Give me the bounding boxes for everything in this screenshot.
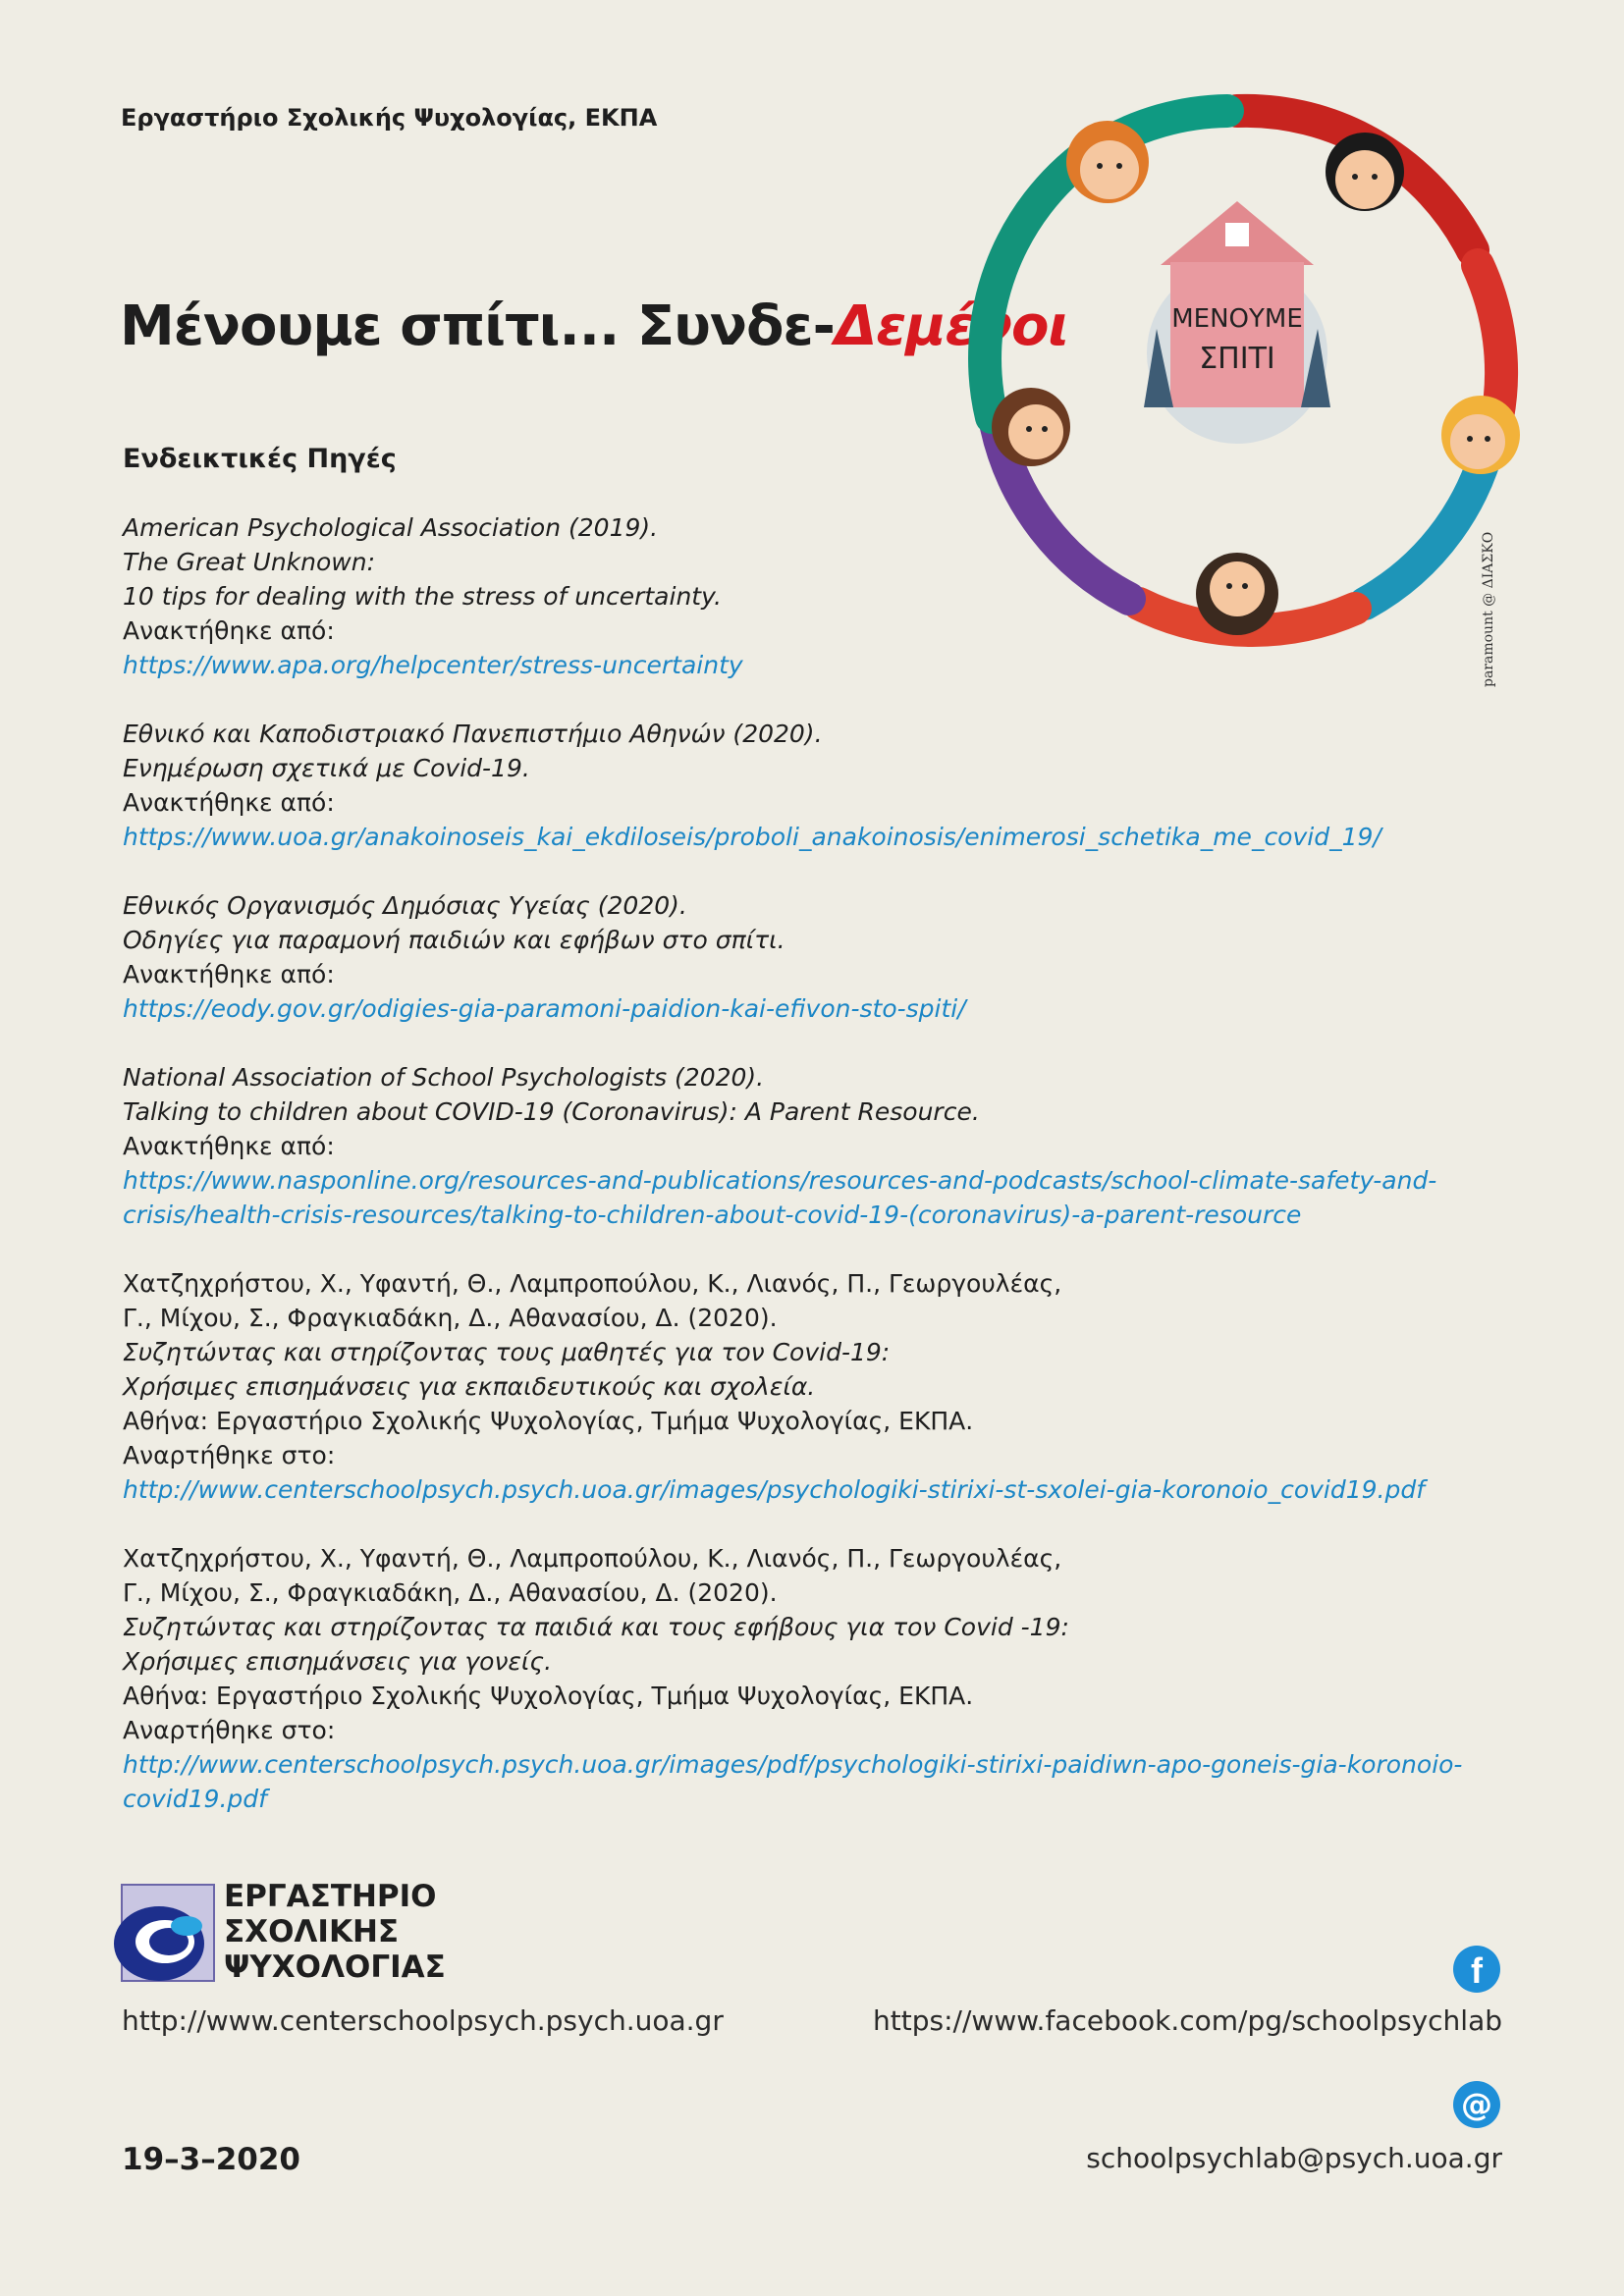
title-part1: Μένουμε σπίτι... Συνδε- [120, 294, 835, 358]
references-section [123, 442, 1517, 1850]
lab-logo-icon [110, 1883, 218, 1991]
ref-line: National Association of School Psychologists (2020). [123, 1063, 765, 1092]
org-header: Εργαστήριο Σχολικής Ψυχολογίας, ΕΚΠΑ [121, 104, 658, 132]
ref-publisher: Αθήνα: Εργαστήριο Σχολικής Ψυχολογίας, Τμήμα Ψυχολογίας, ΕΚΠΑ. [123, 1682, 974, 1710]
ref-retrieved: Ανακτήθηκε από: [123, 960, 335, 988]
reference-item [123, 1060, 1517, 1232]
reference-item [123, 888, 1517, 1026]
lab-name-line: ΕΡΓΑΣΤΗΡΙΟ [224, 1879, 437, 1914]
lab-name-line: ΣΧΟΛΙΚΗΣ [224, 1914, 400, 1949]
title-accent: Δεμένοι [834, 294, 1069, 358]
house-text-2: ΣΠΙΤΙ [1199, 342, 1275, 376]
ref-line: Ενημέρωση σχετικά με Covid-19. [123, 754, 530, 782]
person-head-2 [1326, 133, 1404, 211]
ref-link[interactable]: https://www.nasponline.org/resources-and-publications/resources-and-podcasts/school-climate-safety-and-crisis/health-crisis-resources/talking-to-children-about-covid-19-(coronavirus)-a-parent-resource [123, 1166, 1437, 1229]
facebook-link[interactable]: https://www.facebook.com/pg/schoolpsychlab [873, 2004, 1502, 2037]
ref-retrieved: Αναρτήθηκε στο: [123, 1441, 336, 1469]
reference-item [123, 717, 1517, 854]
house-icon [1144, 201, 1330, 444]
ref-link[interactable]: http://www.centerschoolpsych.psych.uoa.gr/images/psychologiki-stirixi-st-sxolei-gia-koronoio_covid19.pdf [123, 1475, 1426, 1504]
ref-title: Συζητώντας και στηρίζοντας τους μαθητές για τον Covid-19: [123, 1338, 891, 1366]
ref-retrieved: Ανακτήθηκε από: [123, 616, 335, 645]
ref-line: Talking to children about COVID-19 (Coronavirus): A Parent Resource. [123, 1097, 980, 1126]
ref-line: 10 tips for dealing with the stress of uncertainty. [123, 582, 722, 611]
email-link[interactable]: schoolpsychlab@psych.uoa.gr [1086, 2142, 1502, 2174]
lab-website-link[interactable]: http://www.centerschoolpsych.psych.uoa.gr [122, 2004, 724, 2037]
reference-item [123, 1266, 1517, 1507]
reference-item [123, 1541, 1517, 1816]
facebook-icon: f [1453, 1946, 1500, 1993]
ref-title: Συζητώντας και στηρίζοντας τα παιδιά και τους εφήβους για τον Covid -19: [123, 1613, 1069, 1641]
lab-name-line: ΨΥΧΟΛΟΓΙΑΣ [224, 1949, 446, 1985]
ref-link[interactable]: https://www.uoa.gr/anakoinoseis_kai_ekdiloseis/proboli_anakoinosis/enimerosi_schetika_me_covid_19/ [123, 823, 1381, 851]
ref-line: The Great Unknown: [123, 548, 376, 576]
page-title [120, 294, 1068, 358]
email-icon: @ [1453, 2081, 1500, 2128]
ref-authors: Χατζηχρήστου, Χ., Υφαντή, Θ., Λαμπροπούλου, Κ., Λιανός, Π., Γεωργουλέας, [123, 1269, 1062, 1298]
ref-authors: Γ., Μίχου, Σ., Φραγκιαδάκη, Δ., Αθανασίου, Δ. (2020). [123, 1304, 778, 1332]
ref-link[interactable]: https://www.apa.org/helpcenter/stress-uncertainty [123, 651, 743, 679]
ref-title: Χρήσιμες επισημάνσεις για εκπαιδευτικούς και σχολεία. [123, 1372, 816, 1401]
ref-line: Οδηγίες για παραμονή παιδιών και εφήβων στο σπίτι. [123, 926, 785, 954]
ref-authors: Γ., Μίχου, Σ., Φραγκιαδάκη, Δ., Αθανασίου, Δ. (2020). [123, 1578, 778, 1607]
references-heading: Ενδεικτικές Πηγές [123, 444, 397, 474]
ref-link[interactable]: http://www.centerschoolpsych.psych.uoa.gr/images/pdf/psychologiki-stirixi-paidiwn-apo-goneis-gia-koronoio-covid19.pdf [123, 1750, 1463, 1813]
ref-title: Χρήσιμες επισημάνσεις για γονείς. [123, 1647, 553, 1676]
illustration-credit: paramount @ ΔΙΑΣΚΟ [1481, 531, 1496, 687]
ref-link[interactable]: https://eody.gov.gr/odigies-gia-paramoni-paidion-kai-efivon-sto-spiti/ [123, 994, 966, 1023]
ref-retrieved: Αναρτήθηκε στο: [123, 1716, 336, 1744]
ref-publisher: Αθήνα: Εργαστήριο Σχολικής Ψυχολογίας, Τμήμα Ψυχολογίας, ΕΚΠΑ. [123, 1407, 974, 1435]
ref-retrieved: Ανακτήθηκε από: [123, 788, 335, 817]
lab-name [224, 1879, 446, 1985]
ref-authors: Χατζηχρήστου, Χ., Υφαντή, Θ., Λαμπροπούλου, Κ., Λιανός, Π., Γεωργουλέας, [123, 1544, 1062, 1573]
ref-retrieved: Ανακτήθηκε από: [123, 1132, 335, 1160]
publication-date: 19–3–2020 [122, 2142, 300, 2177]
ref-line: Εθνικός Οργανισμός Δημόσιας Υγείας (2020). [123, 891, 687, 920]
person-head-1 [1066, 121, 1149, 203]
ref-line: American Psychological Association (2019). [123, 513, 659, 542]
ref-line: Εθνικό και Καποδιστριακό Πανεπιστήμιο Αθηνών (2020). [123, 720, 823, 748]
house-text-1: ΜΕΝΟΥΜΕ [1171, 304, 1303, 334]
reference-item [123, 510, 1517, 682]
